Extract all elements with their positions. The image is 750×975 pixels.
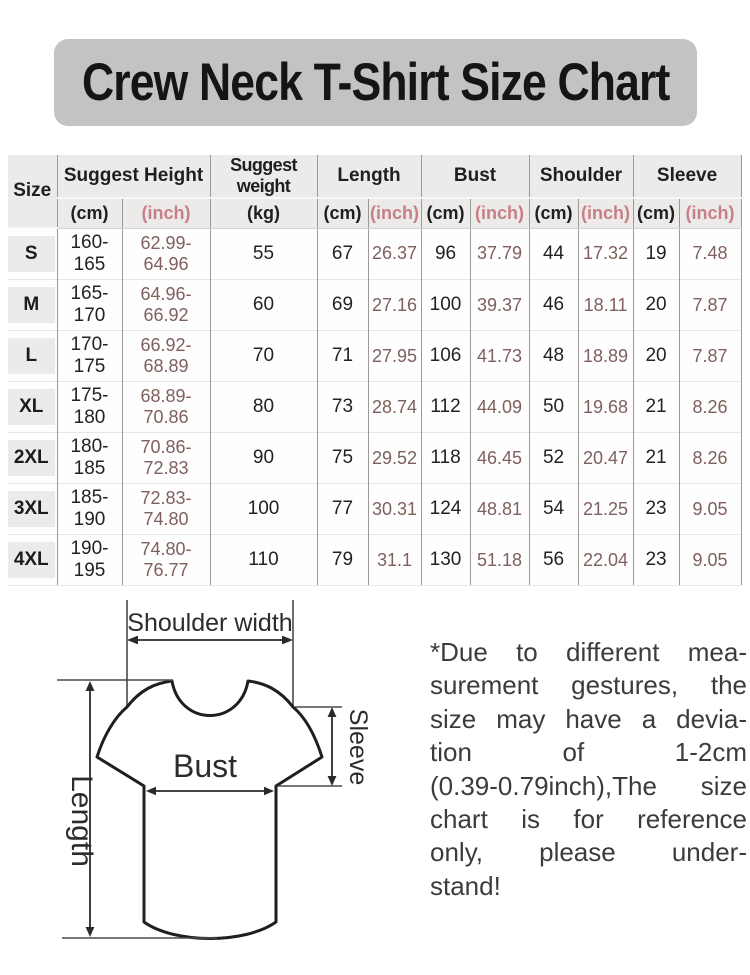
cell-length-cm: 79 [317, 535, 368, 586]
cell-height-inch: 66.92-68.89 [122, 331, 210, 382]
cell-length-inch: 30.31 [368, 484, 421, 535]
cell-sleeve-cm: 19 [633, 228, 679, 280]
table-row-2xl [8, 433, 741, 484]
cell-weight-kg: 90 [210, 433, 317, 484]
unit-length-cm: (cm) [317, 198, 368, 228]
cell-length-inch: 31.1 [368, 535, 421, 586]
cell-size [8, 331, 57, 382]
cell-length-cm: 75 [317, 433, 368, 484]
header-length: Length [317, 155, 421, 198]
cell-height-cm: 180-185 [57, 433, 122, 484]
cell-sleeve-cm: 20 [633, 280, 679, 331]
header-suggest-weight: Suggest weight [210, 155, 317, 198]
cell-bust-cm: 124 [421, 484, 470, 535]
cell-height-inch: 62.99-64.96 [122, 228, 210, 280]
page-title-banner [54, 39, 697, 126]
cell-weight-kg: 100 [210, 484, 317, 535]
cell-bust-cm: 96 [421, 228, 470, 280]
unit-sleeve-inch: (inch) [679, 198, 741, 228]
header-units-row [8, 198, 741, 228]
unit-height-inch: (inch) [122, 198, 210, 228]
unit-sleeve-cm: (cm) [633, 198, 679, 228]
size-badge: M [8, 287, 55, 323]
cell-length-cm: 73 [317, 382, 368, 433]
cell-bust-inch: 41.73 [470, 331, 529, 382]
cell-bust-inch: 51.18 [470, 535, 529, 586]
cell-shoulder-cm: 52 [529, 433, 578, 484]
cell-shoulder-cm: 56 [529, 535, 578, 586]
size-badge: L [8, 338, 55, 374]
cell-height-cm: 185-190 [57, 484, 122, 535]
cell-weight-kg: 70 [210, 331, 317, 382]
cell-height-cm: 190-195 [57, 535, 122, 586]
size-badge: 3XL [8, 491, 55, 527]
note-line: *Due to different mea- [430, 637, 747, 667]
shoulder-width-label: Shoulder width [127, 609, 293, 637]
unit-shoulder-inch: (inch) [578, 198, 633, 228]
cell-length-cm: 69 [317, 280, 368, 331]
cell-shoulder-cm: 50 [529, 382, 578, 433]
cell-shoulder-inch: 20.47 [578, 433, 633, 484]
cell-length-cm: 67 [317, 228, 368, 280]
table-row-m [8, 280, 741, 331]
cell-size [8, 535, 57, 586]
size-badge: XL [8, 389, 55, 425]
cell-bust-inch: 39.37 [470, 280, 529, 331]
cell-height-cm: 175-180 [57, 382, 122, 433]
cell-height-inch: 68.89-70.86 [122, 382, 210, 433]
cell-shoulder-cm: 48 [529, 331, 578, 382]
cell-sleeve-cm: 23 [633, 535, 679, 586]
length-arrowhead-bottom [86, 927, 95, 937]
cell-size [8, 382, 57, 433]
header-sleeve: Sleeve [633, 155, 741, 198]
page-title: Crew Neck T-Shirt Size Chart [81, 53, 670, 112]
unit-bust-cm: (cm) [421, 198, 470, 228]
unit-bust-inch: (inch) [470, 198, 529, 228]
note-line: only, please under- [430, 837, 747, 868]
note-line: surement gestures, the [430, 670, 747, 701]
measurement-disclaimer-note [430, 636, 747, 903]
unit-shoulder-cm: (cm) [529, 198, 578, 228]
cell-shoulder-inch: 18.89 [578, 331, 633, 382]
table-row-3xl [8, 484, 741, 535]
size-chart-table [8, 155, 742, 586]
cell-height-cm: 165-170 [57, 280, 122, 331]
cell-bust-cm: 118 [421, 433, 470, 484]
cell-sleeve-cm: 21 [633, 382, 679, 433]
cell-shoulder-cm: 44 [529, 228, 578, 280]
sleeve-arrowhead-bottom [328, 776, 337, 786]
size-badge: 2XL [8, 440, 55, 476]
cell-sleeve-inch: 9.05 [679, 484, 741, 535]
header-suggest-height: Suggest Height [57, 155, 210, 198]
length-label: Length [65, 775, 98, 867]
cell-shoulder-inch: 18.11 [578, 280, 633, 331]
cell-height-cm: 170-175 [57, 331, 122, 382]
header-size: Size [8, 155, 57, 228]
cell-size [8, 228, 57, 280]
cell-length-inch: 27.95 [368, 331, 421, 382]
cell-bust-inch: 37.79 [470, 228, 529, 280]
cell-sleeve-cm: 21 [633, 433, 679, 484]
cell-length-inch: 26.37 [368, 228, 421, 280]
table-row-s [8, 228, 741, 280]
size-chart-table-wrap [8, 155, 742, 586]
cell-weight-kg: 60 [210, 280, 317, 331]
tshirt-outline [97, 681, 322, 939]
cell-size [8, 280, 57, 331]
unit-height-cm: (cm) [57, 198, 122, 228]
unit-length-inch: (inch) [368, 198, 421, 228]
cell-shoulder-cm: 46 [529, 280, 578, 331]
cell-shoulder-inch: 17.32 [578, 228, 633, 280]
cell-sleeve-inch: 7.87 [679, 280, 741, 331]
cell-sleeve-inch: 8.26 [679, 433, 741, 484]
cell-length-cm: 71 [317, 331, 368, 382]
cell-length-inch: 29.52 [368, 433, 421, 484]
note-line: tion of 1-2cm [430, 737, 747, 768]
header-shoulder: Shoulder [529, 155, 633, 198]
cell-shoulder-inch: 19.68 [578, 382, 633, 433]
cell-height-inch: 74.80-76.77 [122, 535, 210, 586]
tshirt-measurement-diagram [30, 592, 420, 972]
bust-label: Bust [172, 748, 238, 784]
note-line: size may have a devia- [430, 703, 747, 734]
cell-bust-cm: 112 [421, 382, 470, 433]
cell-length-inch: 27.16 [368, 280, 421, 331]
cell-bust-cm: 106 [421, 331, 470, 382]
size-table-body [8, 228, 741, 586]
cell-weight-kg: 55 [210, 228, 317, 280]
cell-weight-kg: 110 [210, 535, 317, 586]
cell-height-cm: 160-165 [57, 228, 122, 280]
cell-bust-inch: 46.45 [470, 433, 529, 484]
cell-shoulder-cm: 54 [529, 484, 578, 535]
cell-sleeve-cm: 23 [633, 484, 679, 535]
cell-height-inch: 70.86-72.83 [122, 433, 210, 484]
cell-bust-cm: 100 [421, 280, 470, 331]
header-bust: Bust [421, 155, 529, 198]
length-arrowhead-top [86, 681, 95, 691]
cell-sleeve-cm: 20 [633, 331, 679, 382]
cell-size [8, 484, 57, 535]
cell-shoulder-inch: 22.04 [578, 535, 633, 586]
cell-bust-inch: 48.81 [470, 484, 529, 535]
size-badge: 4XL [8, 542, 55, 578]
note-line: stand! [430, 870, 501, 901]
table-row-4xl [8, 535, 741, 586]
cell-size [8, 433, 57, 484]
header-group-row [8, 155, 741, 198]
cell-weight-kg: 80 [210, 382, 317, 433]
cell-length-inch: 28.74 [368, 382, 421, 433]
cell-sleeve-inch: 9.05 [679, 535, 741, 586]
cell-length-cm: 77 [317, 484, 368, 535]
sleeve-arrowhead-top [328, 707, 337, 717]
unit-weight-kg: (kg) [210, 198, 317, 228]
sleeve-label: Sleeve [344, 708, 372, 786]
cell-sleeve-inch: 8.26 [679, 382, 741, 433]
size-badge: S [8, 236, 55, 272]
cell-shoulder-inch: 21.25 [578, 484, 633, 535]
table-row-l [8, 331, 741, 382]
cell-height-inch: 72.83-74.80 [122, 484, 210, 535]
cell-sleeve-inch: 7.87 [679, 331, 741, 382]
cell-sleeve-inch: 7.48 [679, 228, 741, 280]
table-row-xl [8, 382, 741, 433]
cell-height-inch: 64.96-66.92 [122, 280, 210, 331]
cell-bust-cm: 130 [421, 535, 470, 586]
table-header [8, 155, 741, 228]
note-line: chart is for reference [430, 804, 747, 835]
note-line: (0.39-0.79inch),The size [430, 770, 747, 801]
cell-bust-inch: 44.09 [470, 382, 529, 433]
